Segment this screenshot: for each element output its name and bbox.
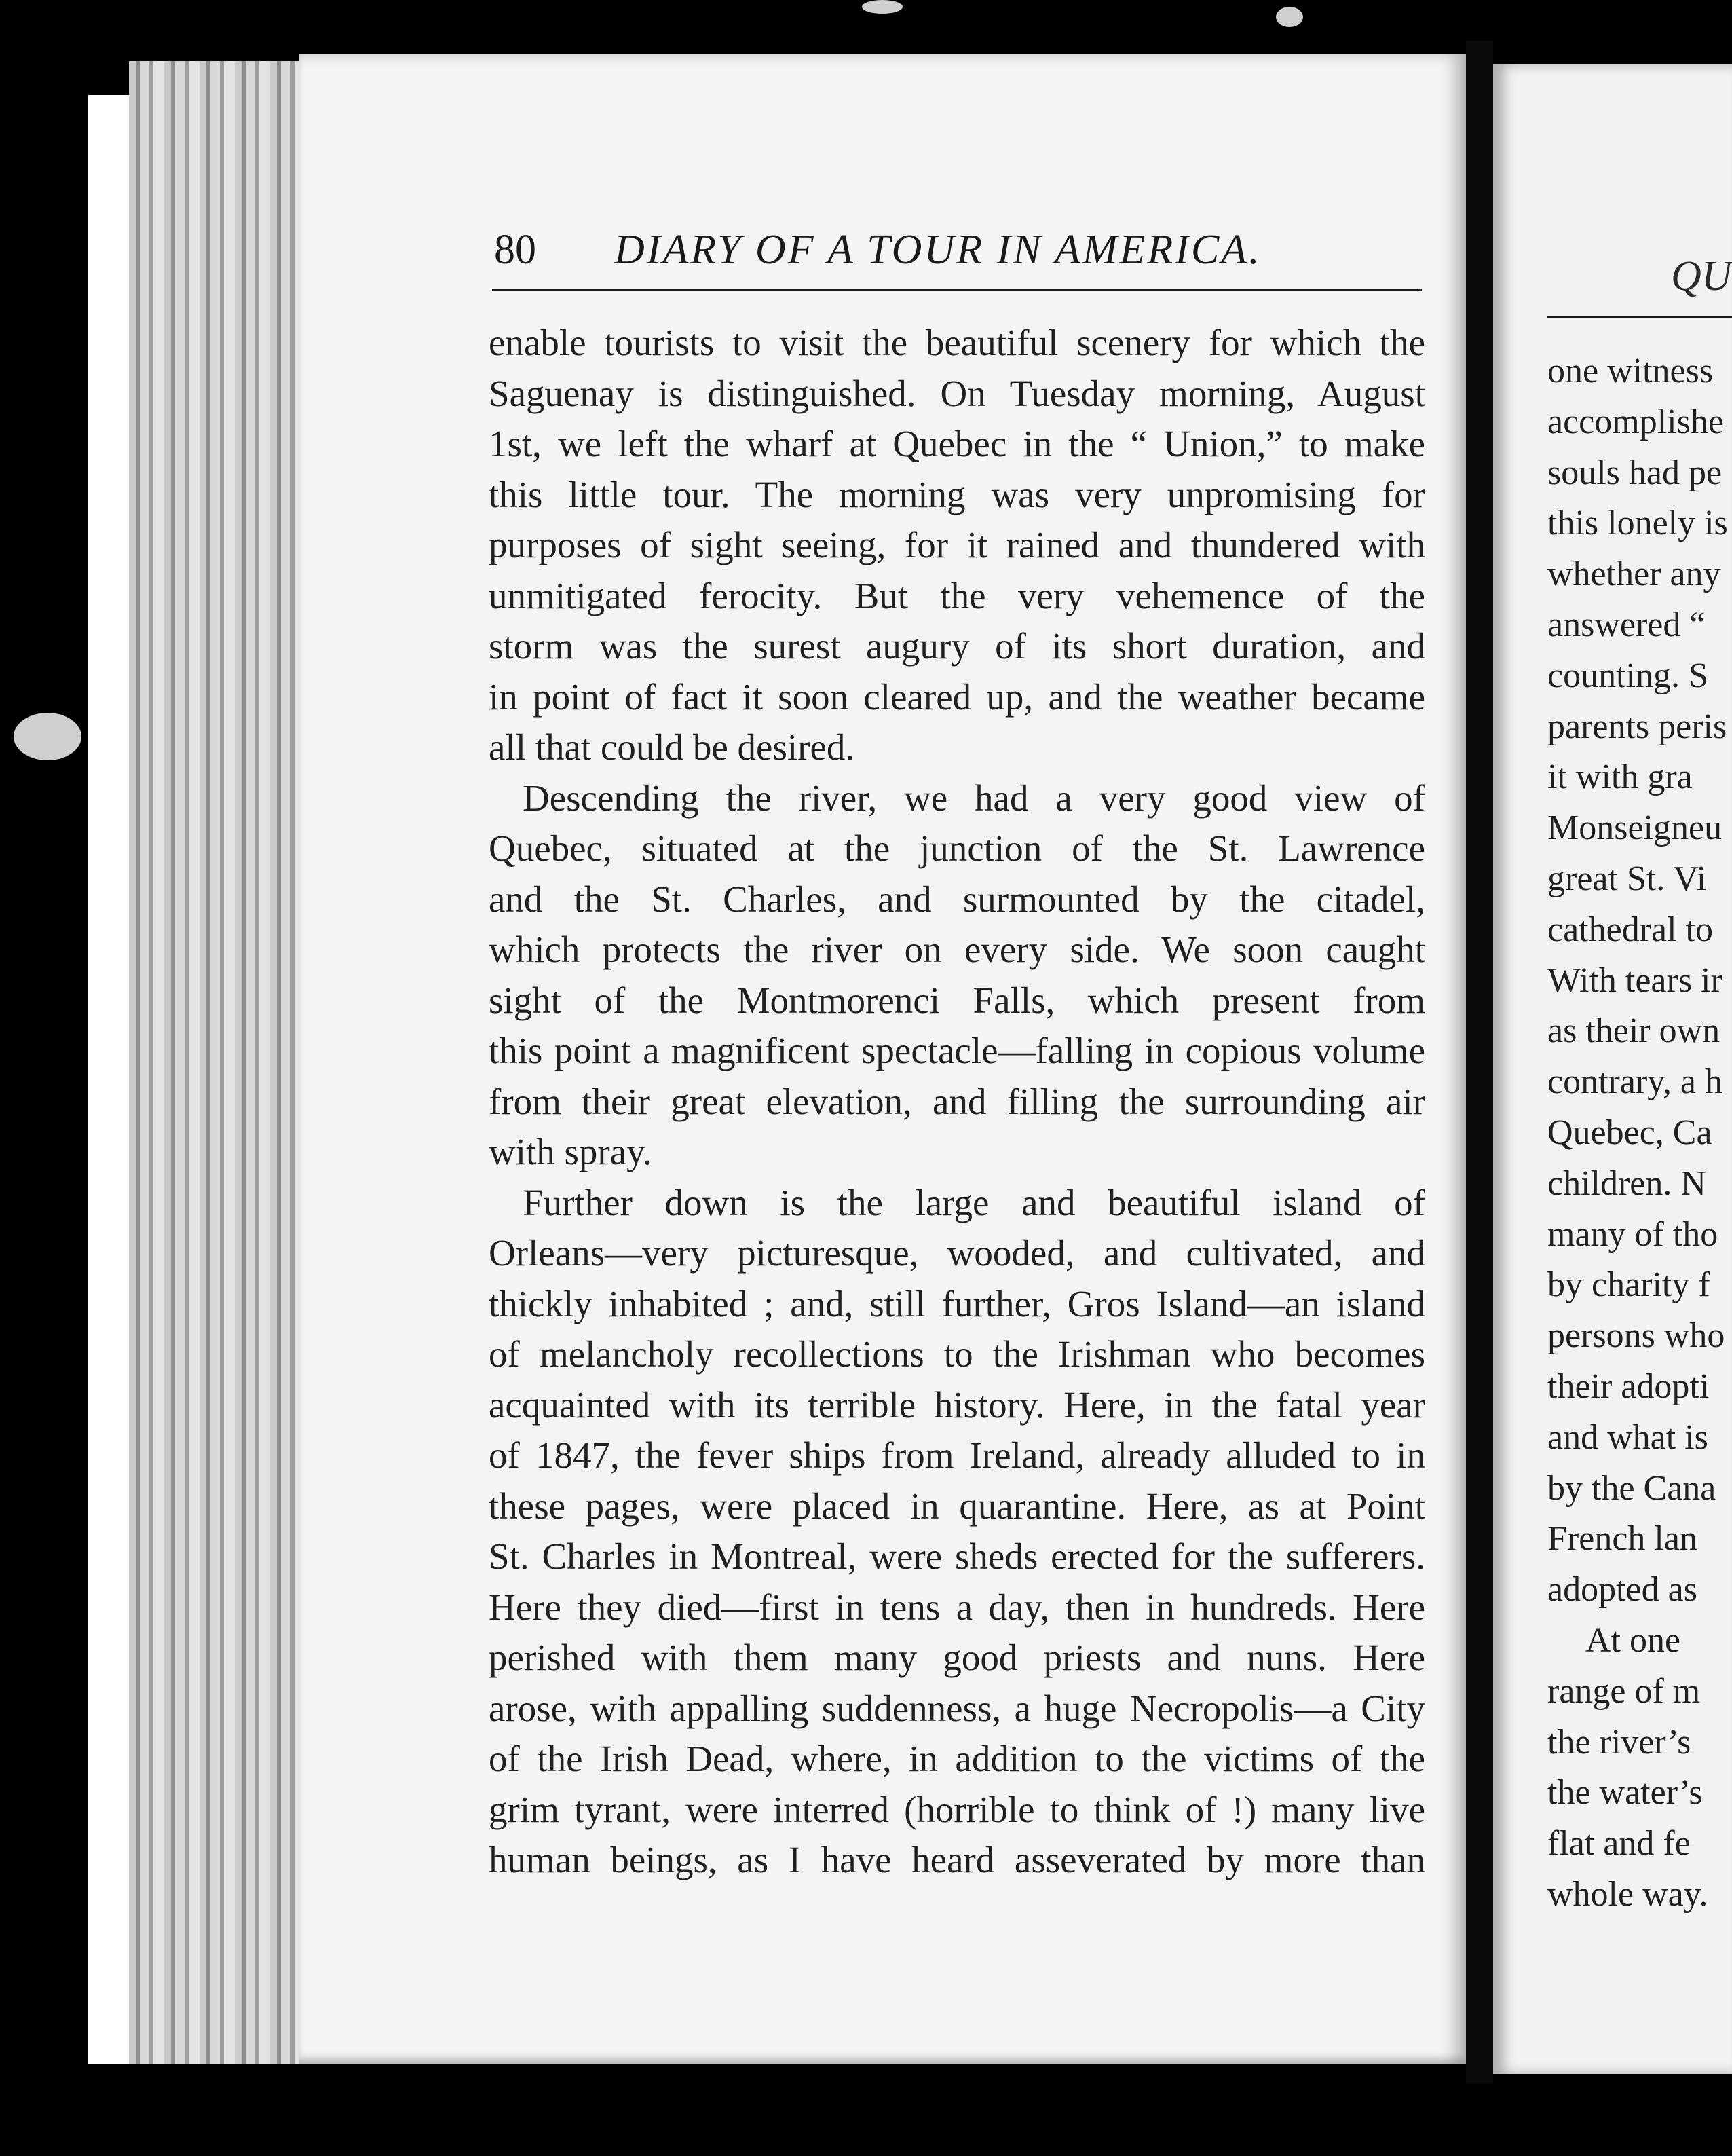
running-title: DIARY OF A TOUR IN AMERICA.: [614, 227, 1262, 273]
paragraph: [489, 773, 1425, 1178]
text-line: this little tour. The morning was very unpromising for: [489, 473, 1425, 515]
text-line: the river’s: [1547, 1722, 1691, 1762]
right-running-title: QU: [1671, 253, 1732, 299]
text-line: Quebec, Ca: [1547, 1113, 1712, 1152]
text-line: counting. S: [1547, 656, 1708, 695]
page-edges: [129, 61, 312, 2064]
book-gutter: [1466, 41, 1493, 2084]
text-line: from their great elevation, and filling the surrounding air: [489, 1080, 1425, 1122]
text-line: 1st, we left the wharf at Quebec in the “ Union,” to make: [489, 423, 1425, 464]
text-line: Orleans—very picturesque, wooded, and cultivated, and: [489, 1232, 1425, 1274]
text-line: this point a magnificent spectacle—falling in copious volume: [489, 1030, 1425, 1071]
thread-mark: [1276, 7, 1303, 27]
text-line: many of tho: [1547, 1214, 1718, 1254]
text-line: French lan: [1547, 1519, 1697, 1559]
text-line: flat and fe: [1547, 1824, 1691, 1863]
text-line: thickly inhabited ; and, still further, Gros Island—an island: [489, 1282, 1425, 1324]
paragraph: [489, 318, 1425, 773]
text-line: accomplishe: [1547, 402, 1724, 441]
text-line: Here they died—first in tens a day, then in hundreds. Here: [489, 1586, 1425, 1628]
text-line: acquainted with its terrible history. Here, in the fatal year: [489, 1383, 1425, 1426]
text-line: the water’s: [1547, 1773, 1703, 1813]
text-line: arose, with appalling suddenness, a huge Necropolis—a City: [489, 1687, 1425, 1729]
text-line: Saguenay is distinguished. On Tuesday morning, August: [489, 372, 1425, 414]
text-line: Quebec, situated at the junction of the St. Lawrence: [489, 828, 1425, 869]
text-line: contrary, a h: [1547, 1062, 1722, 1102]
text-line: Descending the river, we had a very good view of: [523, 777, 1425, 819]
text-line: as their own: [1547, 1011, 1720, 1051]
text-line: unmitigated ferocity. But the very vehemence of the: [489, 574, 1425, 616]
text-line: which protects the river on every side. We soon caught: [489, 929, 1425, 970]
text-line: perished with them many good priests and nuns. Here: [489, 1637, 1425, 1678]
text-line: in point of fact it soon cleared up, and the weather became: [489, 675, 1425, 718]
text-line: adopted as: [1547, 1570, 1697, 1610]
text-line: Monseigneu: [1547, 809, 1722, 848]
text-line: persons who: [1547, 1316, 1725, 1356]
text-line: with spray.: [489, 1131, 652, 1172]
page-number: 80: [494, 227, 536, 273]
text-line: enable tourists to visit the beautiful scenery for which the: [489, 322, 1425, 363]
text-line: this lonely is: [1547, 504, 1728, 543]
text-line: children. N: [1547, 1164, 1706, 1203]
text-line: grim tyrant, were interred (horrible to think of !) many live: [489, 1788, 1425, 1830]
right-header-rule: [1547, 316, 1732, 318]
text-line: by the Cana: [1547, 1468, 1716, 1508]
text-line: cathedral to: [1547, 910, 1713, 949]
right-body-text: [1547, 346, 1732, 1920]
text-line: Further down is the large and beautiful island of: [523, 1181, 1425, 1223]
text-line: storm was the surest augury of its short duration, and: [489, 625, 1425, 667]
text-line: of melancholy recollections to the Irishman who becomes: [489, 1333, 1425, 1375]
text-line: purposes of sight seeing, for it rained and thundered with: [489, 524, 1425, 565]
text-line: by charity f: [1547, 1265, 1710, 1305]
text-line: human beings, as I have heard asseverated by more than: [489, 1839, 1425, 1880]
text-line: and what is: [1547, 1417, 1708, 1457]
text-line: of the Irish Dead, where, in addition to the victims of the: [489, 1738, 1425, 1779]
text-line: of 1847, the fever ships from Ireland, already alluded to in: [489, 1434, 1425, 1476]
text-line: one witness: [1547, 352, 1714, 390]
body-text: [489, 318, 1425, 1886]
text-line: whole way.: [1547, 1874, 1708, 1914]
text-line: all that could be desired.: [489, 726, 855, 768]
header-rule: [492, 289, 1422, 291]
paragraph: [489, 1178, 1425, 1886]
text-line: great St. Vi: [1547, 859, 1707, 898]
text-line: sight of the Montmorenci Falls, which present from: [489, 979, 1425, 1021]
text-line: these pages, were placed in quarantine. Here, as at Point: [489, 1485, 1425, 1527]
text-line: range of m: [1547, 1671, 1701, 1711]
text-line: souls had pe: [1547, 453, 1722, 492]
text-line: With tears ir: [1547, 961, 1722, 1000]
text-line: parents peris: [1547, 707, 1727, 746]
text-line: answered “: [1547, 605, 1706, 644]
thread-mark: [14, 713, 81, 760]
text-line: whether any: [1547, 555, 1721, 594]
text-line: and the St. Charles, and surmounted by the citadel,: [489, 878, 1425, 920]
text-line: their adopti: [1547, 1367, 1710, 1406]
text-line: St. Charles in Montreal, were sheds erected for the sufferers.: [489, 1536, 1425, 1577]
thread-mark: [862, 0, 903, 14]
text-line: it with gra: [1547, 758, 1693, 797]
text-line: At one: [1585, 1620, 1681, 1660]
